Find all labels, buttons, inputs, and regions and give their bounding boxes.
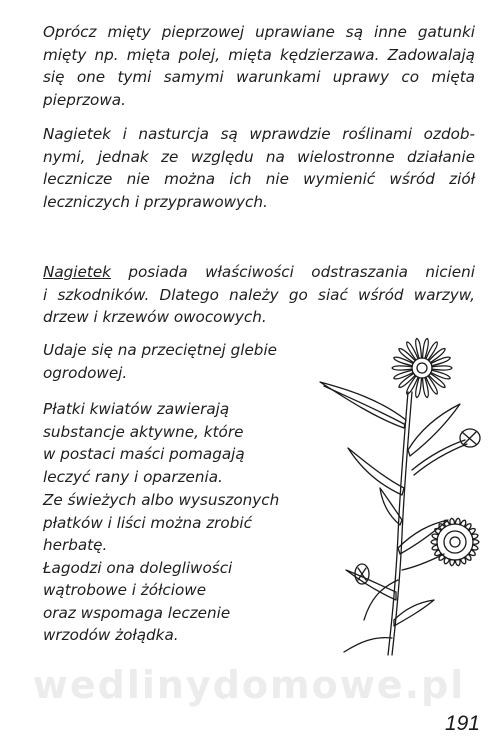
- paragraph-tea: [43, 489, 323, 647]
- text-line: i szkodników. Dlatego należy go siać wśród warzyw,: [43, 285, 475, 304]
- petal: [431, 540, 437, 545]
- text-line: drzew i krzewów owocowych.: [43, 308, 267, 326]
- text-line: herbatę.: [43, 536, 108, 554]
- flower-middle-icon: [431, 518, 479, 566]
- page-number: 191: [444, 712, 480, 735]
- text-line: Oprócz mięty pieprzowej uprawiane są inne gatunki: [43, 23, 475, 41]
- text-line: się one tymi samymi warunkami uprawy co mięta: [43, 68, 475, 86]
- text-line: Łagodzi ona dolegliwości: [43, 558, 233, 577]
- text-line: [43, 261, 475, 284]
- calendula-plant-icon: [300, 320, 498, 660]
- paragraph-petals: [43, 398, 293, 488]
- text-line: pieprzowa.: [43, 90, 126, 109]
- text-line: Udaje się na przeciętnej glebie: [43, 341, 278, 359]
- petal: [473, 540, 479, 545]
- petal: [431, 370, 450, 379]
- text-line: ogrodowej.: [43, 363, 128, 382]
- underlined-term: Nagietek: [43, 263, 111, 281]
- text-line: substancje aktywne, które: [43, 422, 244, 441]
- petal: [432, 366, 452, 370]
- text-line: mięty np. mięta polej, mięta kędzierzawa. Zadowalają: [43, 45, 475, 64]
- paragraph-calendula-pests: [43, 261, 475, 329]
- text-line: płatków i liści można zrobić: [43, 513, 252, 532]
- text-line: oraz wspomaga leczenie: [43, 603, 231, 622]
- petal: [431, 357, 450, 366]
- petal: [394, 357, 413, 366]
- text-line: wrzodów żołądka.: [43, 626, 179, 644]
- text-line: Nagietek i nasturcja są wprawdzie roślinami ozdob-: [43, 125, 475, 143]
- watermark: wedlinydomowe.pl: [32, 663, 466, 707]
- paragraph-calendula-nasturtium: [43, 123, 475, 213]
- paragraph-mint-varieties: [43, 21, 475, 111]
- text-line: leczyć rany i oparzenia.: [43, 467, 223, 486]
- flower-top-icon: [392, 338, 452, 397]
- text-line: Ze świeżych albo wysuszonych: [43, 491, 280, 509]
- text-line: leczniczych i przyprawowych.: [43, 192, 268, 211]
- text-line: wątrobowe i żółciowe: [43, 581, 207, 599]
- text-line: nymi, jednak ze względu na wielostronne działanie: [43, 147, 475, 166]
- text-line: w postaci maści pomagają: [43, 445, 245, 463]
- text-fragment: posiada właściwości odstraszania nicieni: [110, 263, 475, 281]
- petal: [394, 370, 413, 379]
- petal: [392, 366, 412, 370]
- paragraph-soil: [43, 339, 313, 384]
- text-line: lecznicze nie można ich nie wymienić wśród ziół: [43, 170, 475, 188]
- text-line: Płatki kwiatów zawierają: [43, 400, 230, 418]
